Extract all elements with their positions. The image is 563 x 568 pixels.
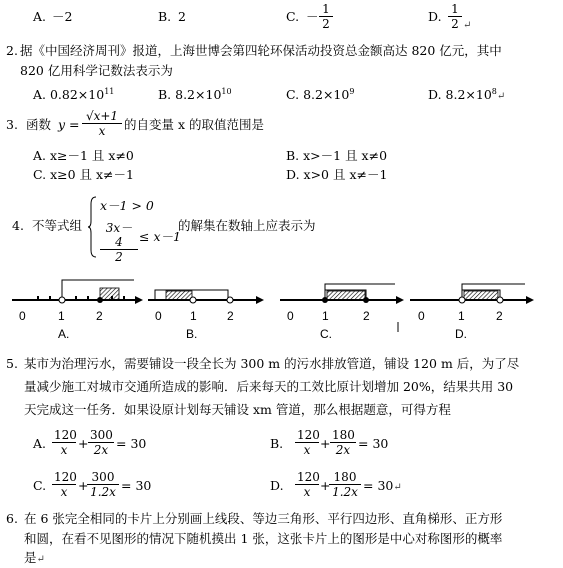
tick-label-2: 2 — [96, 309, 103, 323]
q5-option-a-label: A. — [33, 436, 47, 451]
q2-stem-line2: 820 亿用科学记数法表示为 — [20, 63, 173, 78]
tick-label-0: 0 — [155, 309, 162, 323]
q4-ineq2-numerator: 3x－4 — [100, 221, 138, 250]
number-line-a — [12, 280, 143, 341]
q1-option-c-sign: － — [306, 9, 319, 24]
tick-label-1: 1 — [58, 309, 65, 323]
q1-option-c-fraction — [319, 2, 333, 31]
q4-prefix: 不等式组 — [32, 218, 83, 233]
plus-sign: + — [78, 478, 89, 493]
q3-option-b: B. x>－1 且 x≠0 — [286, 148, 388, 163]
q6-number: 6. — [6, 511, 18, 526]
q5-a-fraction-2: $\frac{300}{2x}$ — [90, 428, 113, 457]
tick-label-1: 1 — [322, 309, 329, 323]
paragraph-mark: ↵ — [463, 20, 472, 31]
q5-b-fraction-1: $\frac{120}{x}$ — [297, 428, 320, 457]
q1-option-c-label: C. — [286, 9, 300, 24]
plus-sign: + — [320, 478, 331, 493]
plus-sign: + — [320, 436, 331, 451]
q1-option-d-fraction — [448, 2, 462, 31]
tick-label-0: 0 — [418, 309, 425, 323]
q4-inequality-2-fraction — [100, 221, 138, 264]
q6-stem-line3: 是↵ — [24, 550, 45, 565]
q3-numerator: √x+1 — [82, 109, 122, 124]
q6-stem-line1: 在 6 张完全相同的卡片上分别画上线段、等边三角形、平行四边形、直角梯形、正方形 — [24, 511, 503, 526]
brace-icon — [88, 196, 98, 258]
q2-stem-line1: 据《中国经济周刊》报道，上海世博会第四轮环保活动投资总金额高达 820 亿元，其中 — [20, 43, 502, 58]
option-label-c: C. — [320, 327, 332, 341]
q4-number: 4. — [12, 218, 24, 233]
tick-label-0: 0 — [19, 309, 26, 323]
q4-inequality-1: x－1 > 0 — [100, 198, 154, 213]
q5-b-equals: = 30 — [358, 436, 389, 451]
tick-label-2: 2 — [363, 309, 370, 323]
option-label-a: A. — [58, 327, 70, 341]
q5-d-fraction-2: $\frac{180}{1.2x}$ — [329, 470, 361, 499]
q5-stem-line1: 某市为治理污水，需要铺设一段全长为 300 m 的污水排放管道，铺设 120 m 后，为了尽 — [24, 356, 520, 371]
tick-label-2: 2 — [227, 309, 234, 323]
q2-number: 2. — [6, 43, 18, 58]
q3-option-c: C. x≥0 且 x≠－1 — [33, 167, 134, 182]
q3-option-a: A. x≥－1 且 x≠0 — [33, 148, 134, 163]
q3-number: 3. — [6, 117, 18, 132]
q5-d-equals: = 30↵ — [363, 478, 402, 493]
q4-suffix: 的解集在数轴上应表示为 — [178, 218, 316, 233]
q5-c-fraction-1: $\frac{120}{x}$ — [54, 470, 77, 499]
tick-label-1: 1 — [190, 309, 197, 323]
q3-option-d: D. x>0 且 x≠－1 — [286, 167, 388, 182]
option-label-b: B. — [186, 327, 198, 341]
tick-label-0: 0 — [287, 309, 294, 323]
q5-c-fraction-2: $\frac{300}{1.2x}$ — [87, 470, 119, 499]
q1-d-denominator: 2 — [451, 17, 459, 31]
q1-option-a-label: A. — [33, 9, 47, 24]
q1-option-b-value: 2 — [178, 9, 186, 24]
q5-option-d-label: D. — [270, 478, 284, 493]
q1-option-a-value: －2 — [52, 9, 73, 24]
number-line-b — [148, 290, 264, 341]
q3-y-equals: y = — [58, 117, 80, 132]
q1-d-numerator: 1 — [448, 2, 462, 17]
q3-denominator: x — [98, 124, 106, 138]
option-label-d: D. — [455, 327, 467, 341]
q5-option-c-label: C. — [33, 478, 47, 493]
q2-option-c: C. $8.2\times 10^9$ — [286, 87, 355, 103]
q2-option-d: D. $8.2\times 10^8↵$ — [428, 87, 506, 103]
q5-a-fraction-1: $\frac{120}{x}$ — [54, 428, 77, 457]
tick-label-2: 2 — [496, 309, 503, 323]
tick-label-1: 1 — [458, 309, 465, 323]
q2-option-b: B. $8.2\times 10^{10}$ — [158, 87, 232, 103]
q5-c-equals: = 30 — [121, 478, 152, 493]
q5-a-equals: = 30 — [116, 436, 147, 451]
q5-d-fraction-1: $\frac{120}{x}$ — [297, 470, 320, 499]
q1-option-b-label: B. — [158, 9, 172, 24]
q5-number: 5. — [6, 356, 18, 371]
q5-option-b-label: B. — [270, 436, 284, 451]
q3-fraction — [82, 109, 122, 138]
q2-option-a: A. $0.82\times 10^{11}$ — [33, 87, 115, 103]
q1-c-denominator: 2 — [322, 17, 330, 31]
q1-c-numerator: 1 — [319, 2, 333, 17]
plus-sign: + — [78, 436, 89, 451]
q1-option-d-label: D. — [428, 9, 442, 24]
q5-stem-line2: 量减少施工对城市交通所造成的影响．后来每天的工效比原计划增加 20%，结果共用 30 — [24, 379, 514, 394]
number-line-options — [0, 272, 563, 347]
q5-b-fraction-2: $\frac{180}{2x}$ — [332, 428, 355, 457]
q5-stem-line3: 天完成这一任务．如果设原计划每天铺设 xm 管道，那么根据题意，可得方程 — [24, 402, 451, 417]
q4-ineq2-denominator: 2 — [115, 250, 123, 264]
q3-prefix: 函数 — [26, 117, 52, 132]
q4-inequality-2-rest: ≤ x－1 — [139, 229, 181, 244]
q3-suffix: 的自变量 x 的取值范围是 — [124, 117, 264, 132]
q6-stem-line2: 和圆，在看不见图形的情况下随机摸出 1 张，这张卡片上的图形是中心对称图形的概率 — [24, 531, 503, 546]
number-line-c — [280, 284, 404, 341]
number-line-d — [410, 284, 534, 341]
